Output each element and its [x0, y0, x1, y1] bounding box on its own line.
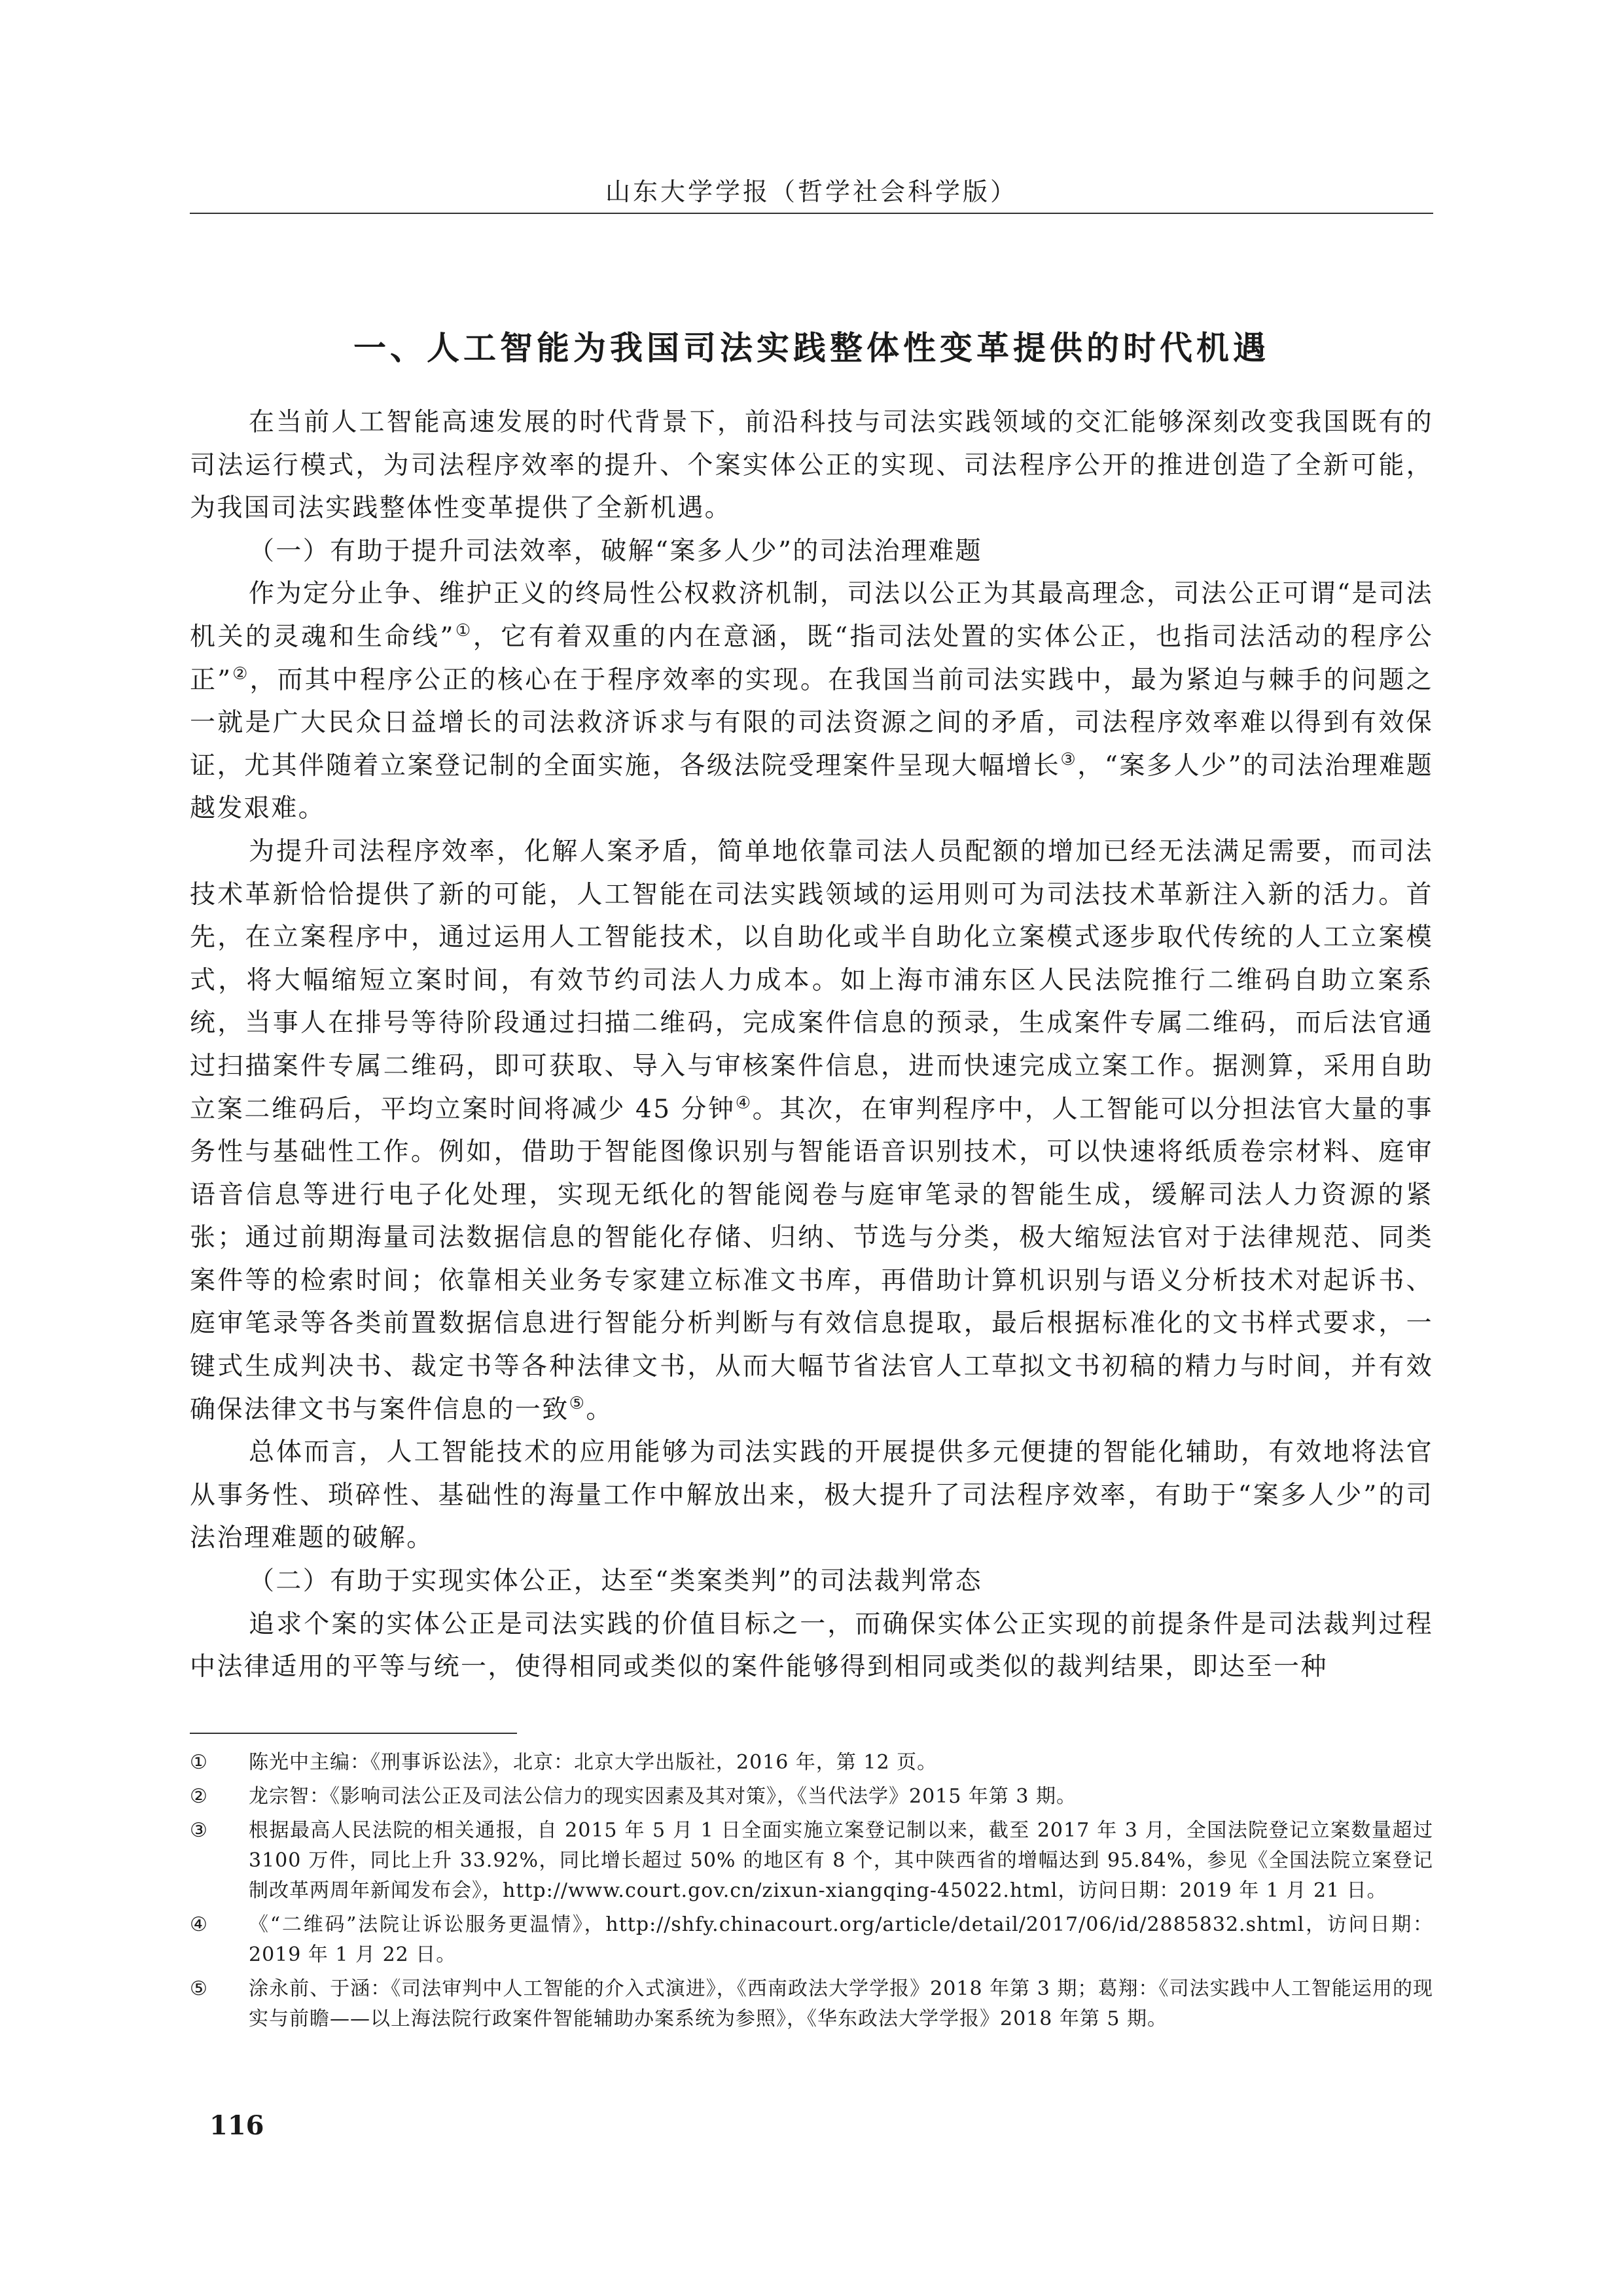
footnote-mark: ①: [190, 1751, 208, 1774]
footnote: [190, 1782, 1433, 1812]
footnote: [190, 1748, 1433, 1778]
footnote-rule: [190, 1733, 517, 1734]
footnote-ref: ①: [454, 620, 473, 641]
paragraph-text: ，它有着双重的内在意涵，既“指司法处置的实体公正，也指司法活动的程序公正”: [190, 622, 1433, 695]
paragraph: 在当前人工智能高速发展的时代背景下，前沿科技与司法实践领域的交汇能够深刻改变我国既有的司法运行模式，为司法程序效率的提升、个案实体公正的实现、司法程序公开的推进创造了全新可能，为我国司法实践整体性变革提供了全新机遇。: [190, 408, 1433, 523]
footnote-ref: ③: [1060, 749, 1078, 769]
paragraph-text: 为提升司法程序效率，化解人案矛盾，简单地依靠司法人员配额的增加已经无法满足需要，而司法技术革新恰恰提供了新的可能，人工智能在司法实践领域的运用则可为司法技术革新注入新的活力。首先，在立案程序中，通过运用人工智能技术，以自助化或半自助化立案模式逐步取代传统的人工立案模式，将大幅缩短立案时间，有效节约司法人力成本。如上海市浦东区人民法院推行二维码自助立案系统，当事人在排号等待阶段通过扫描二维码，完成案件信息的预录，生成案件专属二维码，而后法官通过扫描案件专属二维码，即可获取、导入与审核案件信息，进而快速完成立案工作。据测算，采用自助立案二维码后，平均立案时间将减少 45 分钟: [190, 836, 1433, 1124]
footnote-mark: ②: [190, 1785, 208, 1808]
paragraph: [190, 830, 1433, 1431]
footnote-text: 《“二维码”法院让诉讼服务更温情》，http://shfy.chinacourt.org/article/detail/2017/06/id/2885832.shtml，访问日期：2019 年 1 月 22 日。: [249, 1913, 1433, 1966]
footnote: [190, 1816, 1433, 1906]
footnote: [190, 1910, 1433, 1970]
section-title: 一、人工智能为我国司法实践整体性变革提供的时代机遇: [353, 328, 1270, 367]
footnote-text: 根据最高人民法院的相关通报，自 2015 年 5 月 1 日全面实施立案登记制以来，截至 2017 年 3 月，全国法院登记立案数量超过 3100 万件，同比上升 33.92%，同比增长超过 50% 的地区有 8 个，其中陕西省的增幅达到 95.84%，参见《全国法院立案登记制改革两周年新闻发布会》，http://www.court.gov.cn/zixun-xiangqing-45022.html，访问日期：2019 年 1 月 21 日。: [249, 1819, 1433, 1902]
paragraph-text: ，而其中程序公正的核心在于程序效率的实现。在我国当前司法实践中，最为紧迫与棘手的问题之一就是广大民众日益增长的司法救济诉求与有限的司法资源之间的矛盾，司法程序效率难以得到有效保证，尤其伴随着立案登记制的全面实施，各级法院受理案件呈现大幅增长: [190, 665, 1433, 781]
footnotes: [190, 1748, 1433, 2038]
footnote-mark: ④: [190, 1913, 208, 1936]
header-rule: [190, 213, 1433, 214]
footnote-text: 陈光中主编：《刑事诉讼法》，北京：北京大学出版社，2016 年，第 12 页。: [249, 1751, 938, 1774]
page-number: 116: [209, 2110, 264, 2141]
footnote-ref: ⑤: [569, 1393, 586, 1413]
footnote-mark: ③: [190, 1819, 208, 1842]
paragraph-text: 作为定分止争、维护正义的终局性公权救济机制，司法以公正为其最高理念，司法公正可谓“是司法机关的灵魂和生命线”: [190, 579, 1433, 652]
body-text: [190, 401, 1433, 1689]
footnote: [190, 1974, 1433, 2034]
paragraph: 追求个案的实体公正是司法实践的价值目标之一，而确保实体公正实现的前提条件是司法裁判过程中法律适用的平等与统一，使得相同或类似的案件能够得到相同或类似的裁判结果，即达至一种: [190, 1609, 1433, 1682]
paragraph-text: ，“案多人少”的司法治理难题越发艰难。: [190, 751, 1433, 824]
footnote-text: 龙宗智：《影响司法公正及司法公信力的现实因素及其对策》，《当代法学》2015 年第 3 期。: [249, 1785, 1077, 1808]
subsection-heading: （一）有助于提升司法效率，破解“案多人少”的司法治理难题: [249, 536, 983, 566]
footnote-text: 涂永前、于涵：《司法审判中人工智能的介入式演进》，《西南政法大学学报》2018 年第 3 期；葛翔：《司法实践中人工智能运用的现实与前瞻——以上海法院行政案件智能辅助办案系统为参照》，《华东政法大学学报》2018 年第 5 期。: [249, 1977, 1433, 2030]
subsection-heading: （二）有助于实现实体公正，达至“类案类判”的司法裁判常态: [249, 1566, 983, 1597]
paragraph-text: 。: [586, 1394, 613, 1424]
paragraph: 总体而言，人工智能技术的应用能够为司法实践的开展提供多元便捷的智能化辅助，有效地将法官从事务性、琐碎性、基础性的海量工作中解放出来，极大提升了司法程序效率，有助于“案多人少”的司法治理难题的破解。: [190, 1438, 1433, 1553]
paragraph: [190, 573, 1433, 830]
paragraph-text: 。其次，在审判程序中，人工智能可以分担法官大量的事务性与基础性工作。例如，借助于智能图像识别与智能语音识别技术，可以快速将纸质卷宗材料、庭审语音信息等进行电子化处理，实现无纸化的智能阅卷与庭审笔录的智能生成，缓解司法人力资源的紧张；通过前期海量司法数据信息的智能化存储、归纳、节选与分类，极大缩短法官对于法律规范、同类案件等的检索时间；依靠相关业务专家建立标准文书库，再借助计算机识别与语义分析技术对起诉书、庭审笔录等各类前置数据信息进行智能分析判断与有效信息提取，最后根据标准化的文书样式要求，一键式生成判决书、裁定书等各种法律文书，从而大幅节省法官人工草拟文书初稿的精力与时间，并有效确保法律文书与案件信息的一致: [190, 1094, 1433, 1424]
footnote-mark: ⑤: [190, 1977, 208, 2000]
footnote-ref: ④: [735, 1093, 753, 1113]
footnote-ref: ②: [232, 663, 250, 684]
journal-header: 山东大学学报（哲学社会科学版）: [605, 177, 1018, 206]
